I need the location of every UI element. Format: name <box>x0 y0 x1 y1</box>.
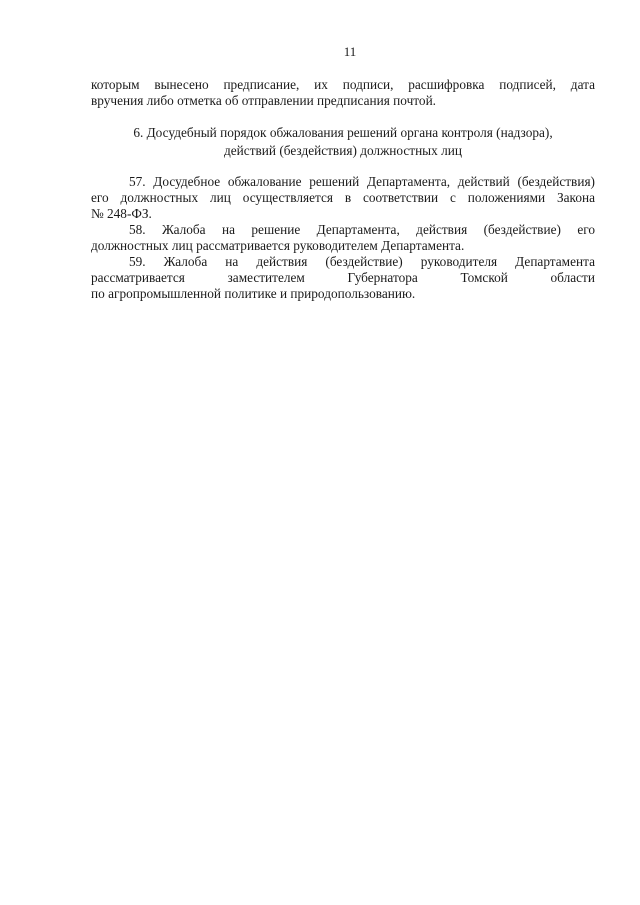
paragraph-58-line-1: 58. Жалоба на решение Департамента, действия (бездействие) его <box>129 222 595 237</box>
paragraph-57-line-2: его должностных лиц осуществляется в соответствии с положениями Закона <box>91 190 595 206</box>
intro-paragraph <box>91 77 595 109</box>
intro-line-2: вручения либо отметка об отправлении предписания почтой. <box>91 93 437 109</box>
paragraph-59 <box>91 254 595 303</box>
section-heading-line-2: действий (бездействия) должностных лиц <box>224 143 462 158</box>
paragraph-57-line-1: 57. Досудебное обжалование решений Департамента, действий (бездействия) <box>129 174 595 189</box>
page-number: 11 <box>343 44 357 59</box>
paragraph-59-line-3: по агропромышленной политике и природопользованию. <box>91 286 416 302</box>
paragraph-59-line-1: 59. Жалоба на действия (бездействие) руководителя Департамента <box>129 254 595 269</box>
section-heading <box>91 124 595 160</box>
paragraph-57-line-3: № 248-ФЗ. <box>91 206 152 222</box>
paragraph-59-line-2: рассматривается заместителем Губернатора Томской области <box>91 270 595 286</box>
paragraph-58-line-2: должностных лиц рассматривается руководителем Департамента. <box>91 238 465 254</box>
intro-line-1: которым вынесено предписание, их подписи, расшифровка подписей, дата <box>91 77 595 92</box>
paragraph-58 <box>91 222 595 254</box>
paragraph-57 <box>91 174 595 223</box>
section-heading-line-1: 6. Досудебный порядок обжалования решений органа контроля (надзора), <box>133 125 553 140</box>
